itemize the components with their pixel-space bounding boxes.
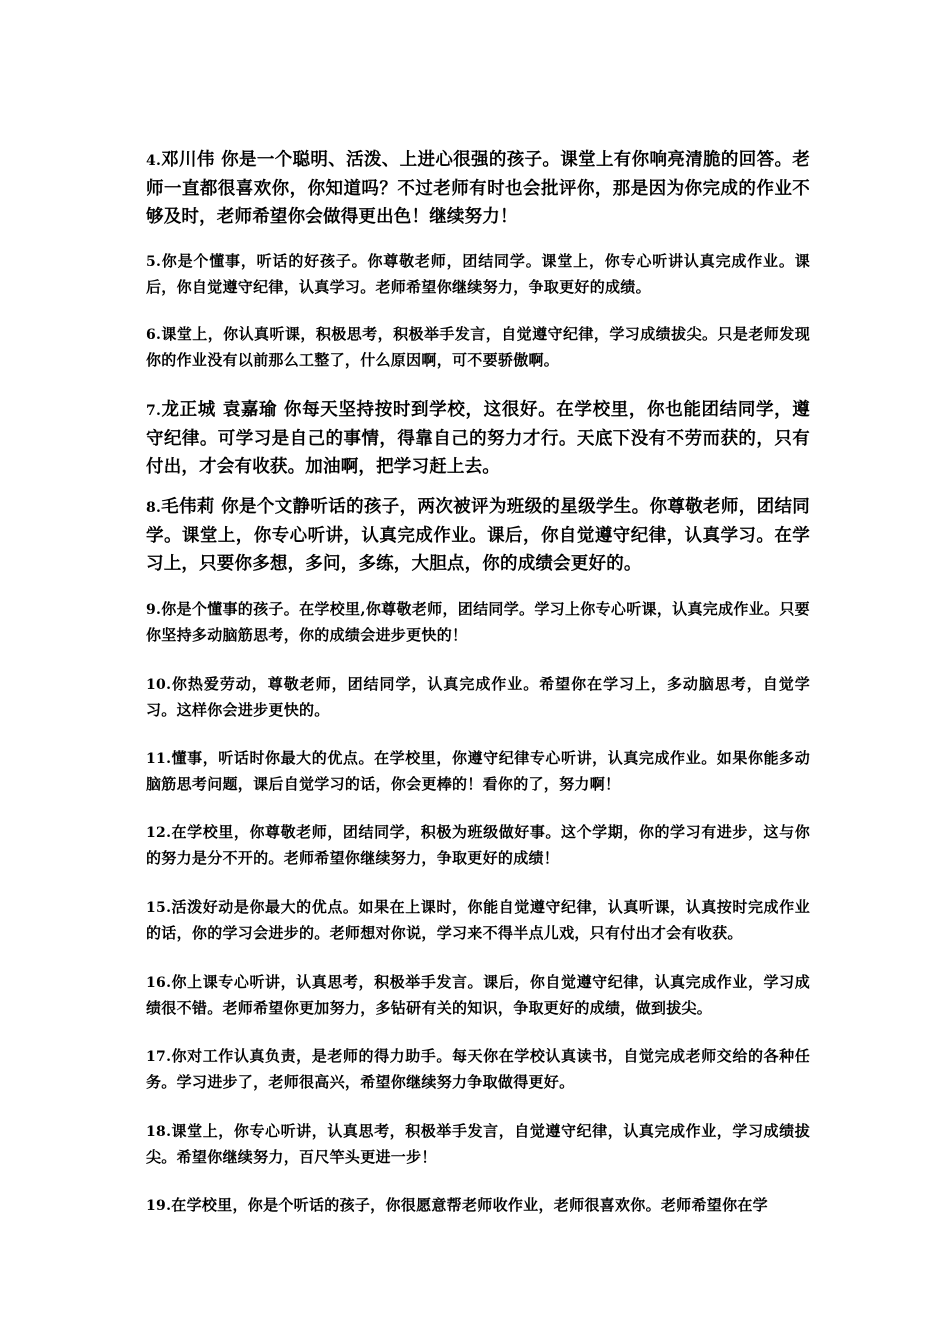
paragraph-text: 课堂上，你专心听讲，认真思考，积极举手发言，自觉遵守纪律，认真完成作业，学习成绩拔尖。希望你继续努力，百尺竿头更进一步！ (146, 1122, 810, 1166)
comment-paragraph-7 (146, 396, 810, 481)
paragraph-text: 你热爱劳动，尊敬老师，团结同学，认真完成作业。希望你在学习上，多动脑思考，自觉学习。这样你会进步更快的。 (146, 675, 810, 719)
paragraph-number: 5. (146, 254, 162, 270)
paragraph-text: 在学校里，你尊敬老师，团结同学，积极为班级做好事。这个学期，你的学习有进步，这与你的努力是分不开的。老师希望你继续努力，争取更好的成绩！ (146, 823, 810, 867)
paragraph-text: 你是个懂事，听话的好孩子。你尊敬老师，团结同学。课堂上，你专心听讲认真完成作业。课后，你自觉遵守纪律，认真学习。老师希望你继续努力，争取更好的成绩。 (146, 252, 810, 296)
paragraph-number: 17. (146, 1049, 172, 1065)
paragraph-number: 15. (146, 900, 172, 916)
comment-paragraph-15 (146, 895, 810, 946)
paragraph-number: 11. (146, 751, 172, 767)
paragraph-text: 在学校里，你是个听话的孩子，你很愿意帮老师收作业，老师很喜欢你。老师希望你在学 (171, 1196, 768, 1214)
paragraph-text: 龙正城 袁嘉瑜 你每天坚持按时到学校，这很好。在学校里，你也能团结同学，遵守纪律。可学习是自己的事情，得靠自己的努力才行。天底下没有不劳而获的，只有付出，才会有收获。加油啊，把学习赶上去。 (146, 400, 810, 477)
comment-paragraph-8 (146, 493, 810, 578)
paragraph-number: 6. (146, 327, 162, 343)
paragraph-text: 你上课专心听讲，认真思考，积极举手发言。课后，你自觉遵守纪律，认真完成作业，学习成绩很不错。老师希望你更加努力，多钻研有关的知识，争取更好的成绩，做到拔尖。 (146, 973, 810, 1017)
paragraph-text: 懂事，听话时你最大的优点。在学校里，你遵守纪律专心听讲，认真完成作业。如果你能多动脑筋思考问题，课后自觉学习的话，你会更棒的！看你的了，努力啊！ (146, 749, 810, 793)
comment-paragraph-5 (146, 249, 810, 300)
paragraph-number: 9. (146, 602, 162, 618)
paragraph-number: 10. (146, 677, 172, 693)
paragraph-text: 你是个懂事的孩子。在学校里,你尊敬老师，团结同学。学习上你专心听课，认真完成作业。只要你坚持多动脑筋思考，你的成绩会进步更快的！ (146, 600, 810, 644)
paragraph-number: 12. (146, 825, 172, 841)
comment-paragraph-17 (146, 1044, 810, 1095)
comment-paragraph-19 (146, 1193, 810, 1219)
paragraph-text: 毛伟莉 你是个文静听话的孩子，两次被评为班级的星级学生。你尊敬老师，团结同学。课堂上，你专心听讲，认真完成作业。课后，你自觉遵守纪律，认真学习。在学习上，只要你多想，多问，多练，大胆点，你的成绩会更好的。 (146, 497, 810, 574)
comment-paragraph-6 (146, 322, 810, 373)
paragraph-text: 你对工作认真负责，是老师的得力助手。每天你在学校认真读书，自觉完成老师交给的各种任务。学习进步了，老师很高兴，希望你继续努力争取做得更好。 (146, 1047, 810, 1091)
paragraph-number: 19. (146, 1198, 172, 1214)
comment-paragraph-10 (146, 672, 810, 723)
paragraph-number: 16. (146, 975, 172, 991)
comment-paragraph-9 (146, 597, 810, 648)
comment-paragraph-16 (146, 970, 810, 1021)
paragraph-number: 4. (146, 153, 162, 169)
comment-paragraph-18 (146, 1119, 810, 1170)
paragraph-number: 18. (146, 1124, 172, 1140)
comment-paragraph-11 (146, 746, 810, 797)
comment-paragraph-4 (146, 146, 810, 231)
paragraph-text: 邓川伟 你是一个聪明、活泼、上进心很强的孩子。课堂上有你响亮清脆的回答。老师一直都很喜欢你，你知道吗？不过老师有时也会批评你，那是因为你完成的作业不够及时，老师希望你会做得更出色！继续努力！ (146, 150, 810, 227)
paragraph-text: 活泼好动是你最大的优点。如果在上课时，你能自觉遵守纪律，认真听课，认真按时完成作业的话，你的学习会进步的。老师想对你说，学习来不得半点儿戏，只有付出才会有收获。 (146, 898, 810, 942)
paragraph-number: 8. (146, 500, 162, 516)
paragraph-text: 课堂上，你认真听课，积极思考，积极举手发言，自觉遵守纪律，学习成绩拔尖。只是老师发现你的作业没有以前那么工整了，什么原因啊，可不要骄傲啊。 (146, 325, 810, 369)
paragraph-number: 7. (146, 403, 162, 419)
comment-paragraph-12 (146, 820, 810, 871)
